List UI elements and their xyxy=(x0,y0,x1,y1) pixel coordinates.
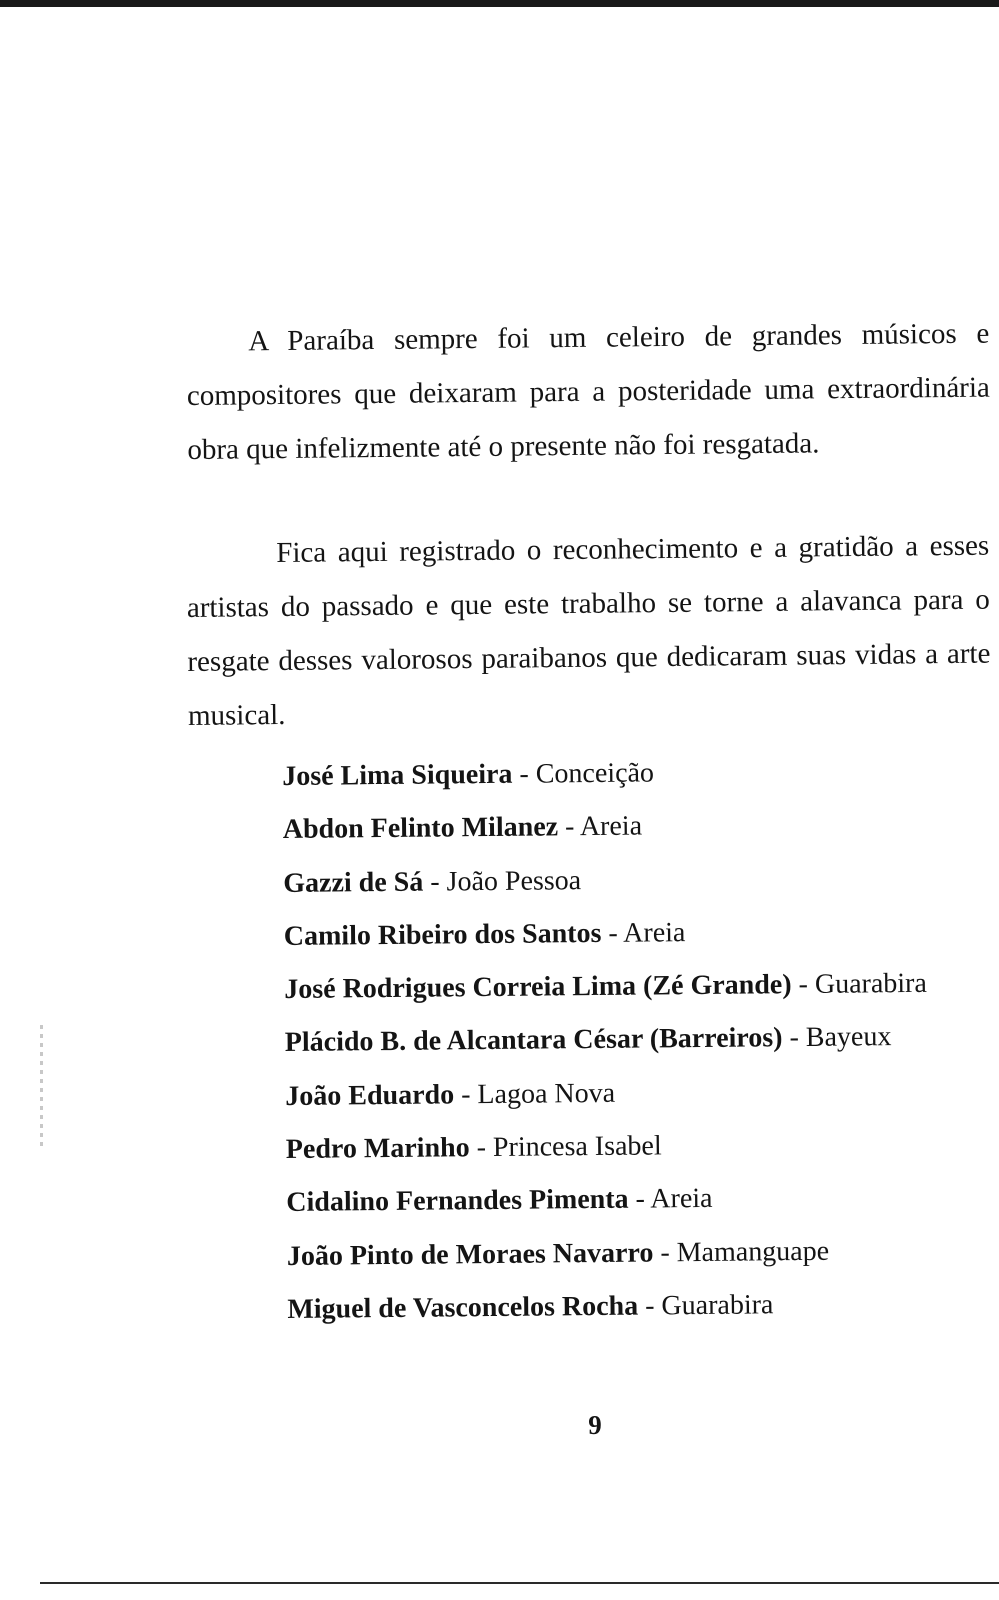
gratitude-paragraph: Fica aqui registrado o reconhecimento e a gratidão a esses artistas do passado e que este trabalho se torne a alavanca para o resgate desses valorosos paraibanos que dedicaram suas vidas a arte musical. xyxy=(186,529,991,732)
composer-name: Miguel de Vasconcelos Rocha xyxy=(287,1290,639,1325)
separator: - xyxy=(423,866,447,898)
composer-name: Camilo Ribeiro dos Santos xyxy=(283,917,602,952)
list-item xyxy=(283,796,993,856)
list-item xyxy=(286,1116,996,1176)
separator: - xyxy=(512,758,536,790)
composer-town: Guarabira xyxy=(814,968,927,1001)
list-item xyxy=(285,1010,995,1070)
composer-name: Abdon Felinto Milanez xyxy=(282,811,559,846)
list-item xyxy=(286,1170,996,1230)
separator: - xyxy=(637,1290,662,1322)
composer-name: Cidalino Fernandes Pimenta xyxy=(286,1184,629,1219)
composer-name: José Lima Siqueira xyxy=(282,758,513,792)
separator: - xyxy=(782,1022,806,1054)
composer-name: João Eduardo xyxy=(285,1079,455,1112)
separator: - xyxy=(469,1132,494,1164)
composer-town: João Pessoa xyxy=(446,864,582,898)
list-item xyxy=(287,1276,997,1336)
composer-town: Bayeux xyxy=(805,1021,892,1054)
composer-town: Areia xyxy=(579,810,643,843)
composer-town: Guarabira xyxy=(661,1289,774,1322)
composer-town: Areia xyxy=(650,1183,713,1215)
page-number: 9 xyxy=(588,1410,602,1440)
separator: - xyxy=(557,811,581,843)
list-item xyxy=(285,1063,995,1123)
list-item xyxy=(283,850,993,910)
composer-town: Lagoa Nova xyxy=(477,1077,616,1110)
composer-name: João Pinto de Moraes Navarro xyxy=(286,1237,654,1272)
separator: - xyxy=(453,1078,478,1111)
bottom-border-rule xyxy=(40,1582,999,1584)
top-border-rule xyxy=(0,0,999,7)
list-item xyxy=(284,956,994,1016)
list-item xyxy=(284,903,994,963)
separator: - xyxy=(628,1183,651,1216)
separator: - xyxy=(653,1236,677,1269)
composer-town: Areia xyxy=(623,917,686,949)
composer-name: Pedro Marinho xyxy=(285,1132,470,1166)
list-item xyxy=(282,743,992,803)
composer-name: Gazzi de Sá xyxy=(283,866,424,899)
list-item xyxy=(287,1223,997,1283)
composer-list xyxy=(282,743,998,1336)
scan-artifact xyxy=(40,1025,43,1150)
composer-town: Conceição xyxy=(535,757,655,790)
composer-name: Plácido B. de Alcantara César (Barreiros) xyxy=(284,1022,783,1059)
separator: - xyxy=(601,917,624,949)
intro-paragraph: A Paraíba sempre foi um celeiro de grandes músicos e compositores que deixaram para a posteridade uma extraordinária obra que infelizmente até o presente não foi resgatada. xyxy=(186,317,990,466)
composer-name: José Rodrigues Correia Lima (Zé Grande) xyxy=(284,969,792,1006)
separator: - xyxy=(791,969,816,1001)
composer-town: Mamanguape xyxy=(676,1235,830,1268)
composer-town: Princesa Isabel xyxy=(492,1130,662,1164)
